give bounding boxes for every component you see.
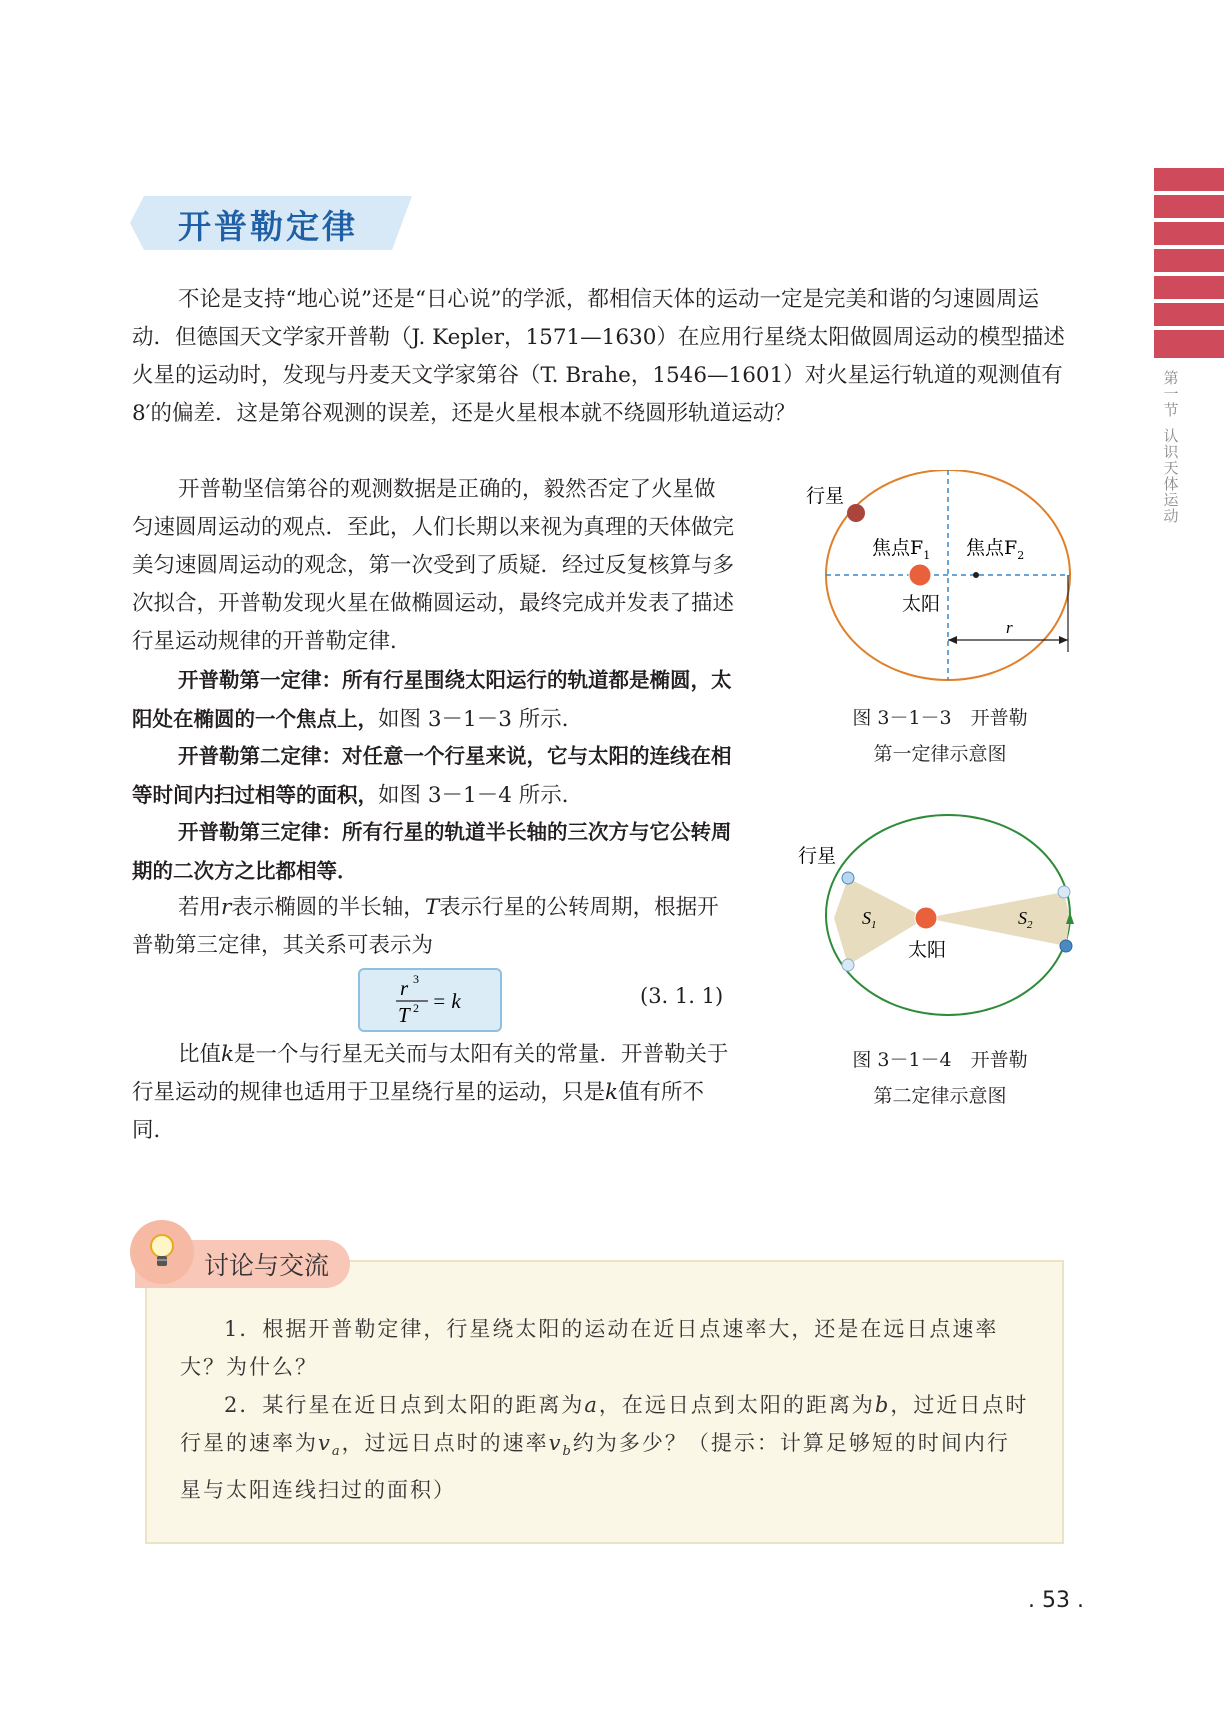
formula-num-exp: 3 [413,972,419,986]
planet-position-3 [1058,886,1070,898]
lightbulb-icon [130,1220,194,1284]
fig1-focus2-label: 焦点$F_2$ [966,537,1025,562]
planet-icon [847,504,865,522]
var-b: b [874,1393,891,1417]
constant-text-b: 是一个与行星无关而与太阳有关的常量．开普勒关于行星运动的规律也适用于卫星绕行星的运动，只是 [132,1042,729,1105]
discussion-question-2 [180,1386,1032,1509]
first-law-statement: 开普勒第一定律：所有行星围绕太阳运行的轨道都是椭圆，太阳处在椭圆的一个焦点上， [132,668,732,731]
side-tab-text [1160,370,1182,524]
arrow-head-right [1059,636,1068,644]
fig1-sun-label: 太阳 [902,593,941,615]
relation-paragraph [132,889,736,965]
var-vb-sub: b [562,1444,573,1460]
figure-second-law [796,810,1086,1020]
focus2-dot [973,572,979,578]
var-a: a [584,1393,599,1417]
fig2-s1-label: $S_1$ [862,908,877,931]
relation-text-b: 表示椭圆的半长轴， [231,895,425,920]
relation-text-a: 若用 [178,895,222,920]
intro-text: 不论是支持“地心说”还是“日心说”的学派，都相信天体的运动一定是完美和谐的匀速圆周运动．但德国天文学家开普勒（J. Kepler，1571—1630）在应用行星绕太阳做圆周运动的模型描述火星的运动时，发现与丹麦天文学家第谷（T. Brahe，1546—1601）对火星运行轨道的观测值有8′的偏差．这是第谷观测的误差，还是火星根本就不绕圆形轨道运动？ [132,287,1065,426]
q2-a: 2．某行星在近日点到太阳的距离为 [224,1393,585,1417]
question-1-text: 1．根据开普勒定律，行星绕太阳的运动在近日点速率大，还是在远日点速率大？为什么？ [180,1317,999,1379]
fig1-focus1-label: 焦点$F_1$ [872,537,931,562]
equation-number: (3. 1. 1) [640,984,724,1008]
side-section: 第一节 [1163,369,1179,419]
var-vb: v [548,1431,563,1455]
var-k: k [221,1042,235,1067]
q2-d: ，过远日点时的速率 [341,1431,549,1455]
planet-position-1 [842,872,854,884]
q2-b: ，在远日点到太阳的距离为 [598,1393,875,1417]
fig1-r-label: r [1006,618,1013,637]
fig2-caption [810,1042,1070,1114]
chapter-side-tab [1154,168,1224,358]
sun-icon-2 [915,907,937,929]
third-law-statement: 开普勒第三定律：所有行星的轨道半长轴的三次方与它公转周期的二次方之比都相等． [132,820,732,883]
constant-paragraph [132,1036,736,1150]
formula-numerator: r [400,976,409,1000]
q2-c: ，过近日点时行星的速率为 [180,1393,1029,1455]
formula-rhs: = k [432,989,461,1013]
fig1-caption [810,700,1070,772]
fig2-caption-line2: 第二定律示意图 [873,1085,1007,1107]
intro-paragraph [132,281,1070,433]
var-va: v [318,1431,332,1455]
doubt-paragraph [132,471,736,661]
fig2-sun-label: 太阳 [908,939,947,961]
fig1-caption-line1: 图 3－1－3 开普勒 [852,707,1028,729]
fig2-planet-label: 行星 [798,845,837,867]
area-s2 [926,892,1070,946]
fig1-planet-label: 行星 [806,485,845,507]
formula-den-exp: 2 [413,1001,419,1015]
second-law-statement: 开普勒第二定律：对任意一个行星来说，它与太阳的连线在相等时间内扫过相等的面积， [132,744,732,807]
discussion-question-1 [180,1310,1032,1386]
arrow-head-left [948,636,957,644]
third-law [132,813,736,891]
second-law-ref: 如图 3－1－4 所示． [378,783,584,808]
first-law-ref: 如图 3－1－3 所示． [378,707,584,732]
sun-icon [909,564,931,586]
fig1-caption-line2: 第一定律示意图 [873,743,1007,765]
var-k-2: k [605,1080,619,1105]
doubt-text: 开普勒坚信第谷的观测数据是正确的，毅然否定了火星做匀速圆周运动的观点．至此，人们长期以来视为真理的天体做完美匀速圆周运动的观念，第一次受到了质疑．经过反复核算与多次拟合，开普勒发现火星在做椭圆运动，最终完成并发表了描述行星运动规律的开普勒定律． [132,477,735,654]
page-number: . 53 . [1028,1588,1084,1613]
q2-e: 约为多少？（提示：计算足够短的时间内行星与太阳连线扫过的面积） [180,1431,1010,1503]
constant-text-a: 比值 [178,1042,222,1067]
formula-denominator: T [398,1003,410,1027]
planet-position-2 [842,959,854,971]
second-law [132,737,736,815]
first-law [132,661,736,739]
constant-text-c: 值有所不同． [132,1080,705,1143]
section-heading: 开普勒定律 [178,207,358,246]
fig2-caption-line1: 图 3－1－4 开普勒 [852,1049,1028,1071]
figure-first-law [796,470,1086,690]
var-va-sub: a [331,1444,342,1460]
var-T: T [424,895,440,920]
side-title: 认识天体运动 [1163,427,1179,525]
fig2-s2-label: $S_2$ [1018,908,1033,931]
discussion-title: 讨论与交流 [204,1251,330,1280]
formula-box [358,968,502,1032]
formula [360,970,500,1030]
var-r: r [221,895,232,920]
planet-position-4 [1060,940,1072,952]
relation-text-c: 表示行星的公转周期，根据开普勒第三定律，其关系可表示为 [132,895,719,958]
